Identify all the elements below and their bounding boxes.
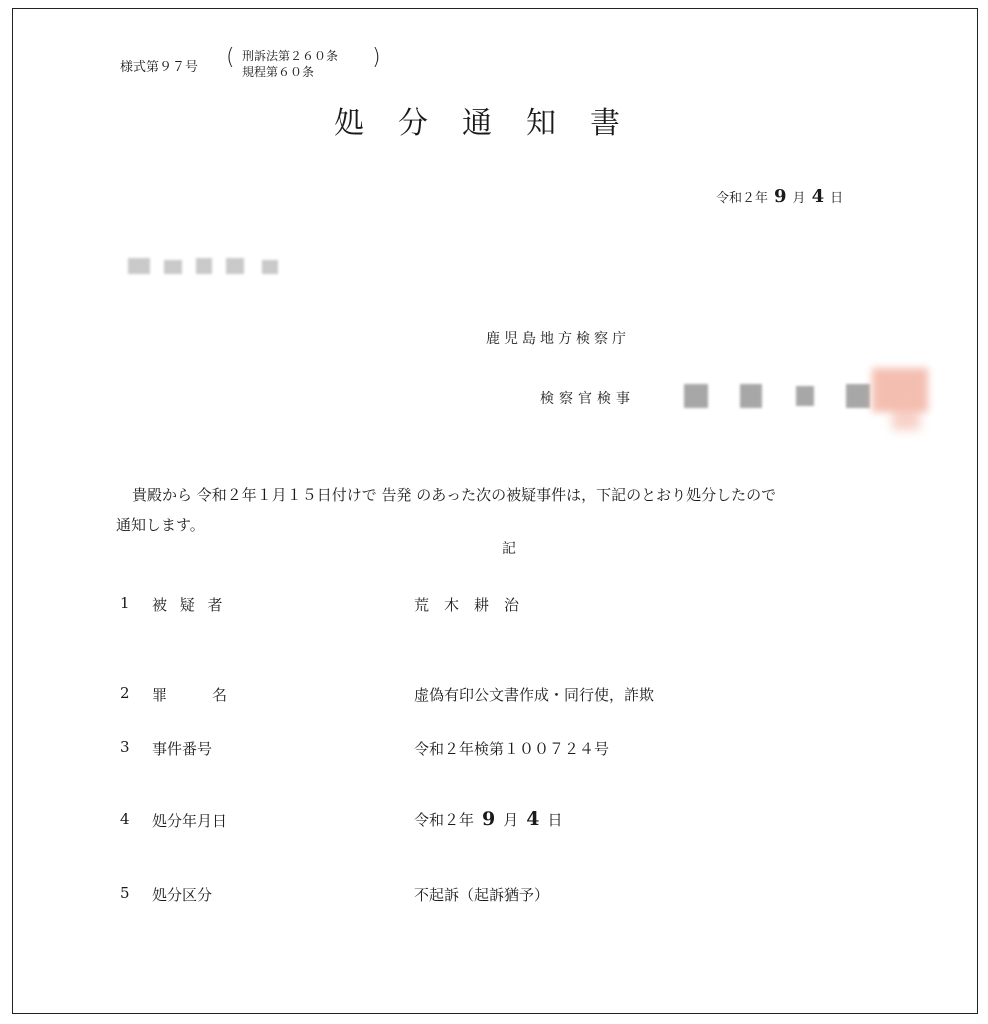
form-reference-line1: 刑訴法第２６０条 <box>242 49 339 63</box>
issue-date-prefix: 令和２年 <box>716 191 769 206</box>
left-parenthesis: ( <box>226 45 235 70</box>
item-4-value-prefix: 令和２年 <box>414 811 475 829</box>
item-4-day-suffix: 日 <box>547 811 563 829</box>
item-3-label: 事件番号 <box>152 740 213 758</box>
item-4-number: 4 <box>120 810 130 828</box>
form-number: 様式第９７号 <box>120 60 199 75</box>
item-1-number: 1 <box>120 594 130 612</box>
document-title: 処分通知書 <box>334 106 654 141</box>
issuing-office: 鹿児島地方検察庁 <box>486 331 630 347</box>
item-2-label: 罪 名 <box>152 686 228 704</box>
issue-date-month: 9 <box>774 186 787 207</box>
item-4-month-suffix: 月 <box>503 811 519 829</box>
item-5-number: 5 <box>120 884 130 902</box>
form-reference-line2: 規程第６０条 <box>242 65 315 79</box>
item-1-value: 荒 木 耕 治 <box>414 596 520 614</box>
prosecutor-title: 検察官検事 <box>540 391 635 407</box>
item-5-label: 処分区分 <box>152 886 213 904</box>
notice-body-line2: 通知します。 <box>116 516 205 534</box>
item-5-value: 不起訴（起訴猶予） <box>414 886 550 904</box>
notice-body <box>116 480 776 540</box>
issue-date-day: 4 <box>811 186 825 207</box>
notice-body-line1: 貴殿から 令和２年１月１５日付けで 告発 のあった次の被疑事件は，下記のとおり処分したので <box>132 486 777 504</box>
item-3-number: 3 <box>120 738 130 756</box>
item-4-label: 処分年月日 <box>152 812 228 830</box>
issue-date <box>716 186 843 207</box>
item-2-number: 2 <box>120 684 130 702</box>
item-4-value <box>414 808 563 830</box>
item-1-label: 被 疑 者 <box>152 596 227 614</box>
item-3-value: 令和２年検第１００７２４号 <box>414 740 610 758</box>
ki-heading: 記 <box>502 541 516 557</box>
item-4-day: 4 <box>526 808 540 830</box>
issue-date-day-suffix: 日 <box>830 191 844 206</box>
item-4-month: 9 <box>482 808 496 830</box>
issue-date-month-suffix: 月 <box>792 191 806 206</box>
item-2-value: 虚偽有印公文書作成・同行使，詐欺 <box>414 686 655 704</box>
right-parenthesis: ) <box>372 45 381 70</box>
